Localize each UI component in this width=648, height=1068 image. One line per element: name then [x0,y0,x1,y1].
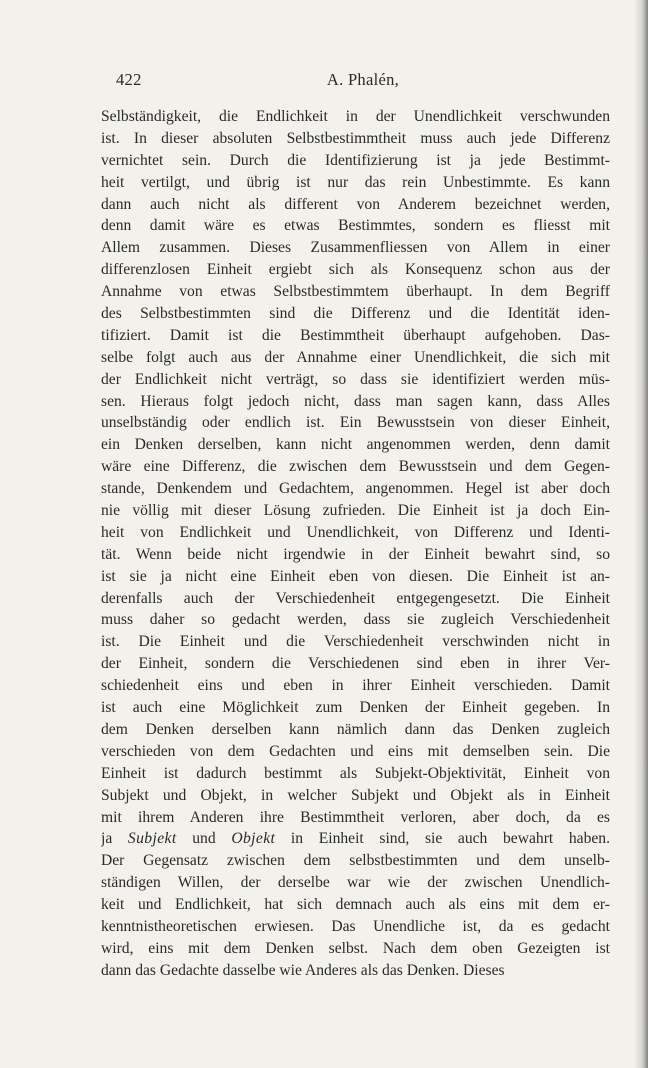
page-number: 422 [116,70,142,89]
text-line [101,150,610,172]
text-line [101,434,610,456]
text-segment: ist sie ja nicht eine Einheit eben von diesen. Die Einheit ist an- [101,567,610,585]
text-line [101,741,610,763]
text-segment: unselbständig oder endlich ist. Ein Bewusstsein von dieser Einheit, [101,414,610,432]
text-line [101,631,610,653]
text-line [101,215,610,237]
text-segment: denn damit wäre es etwas Bestimmtes, sondern es fliesst mit [101,217,610,235]
text-segment: dann das Gedachte dasselbe wie Anderes als das Denken. Dieses [101,961,505,979]
body-text [101,106,610,982]
text-line [101,588,610,610]
text-line [101,544,610,566]
text-line [101,347,610,369]
text-segment: des Selbstbestimmten sind die Differenz und die Identität iden- [101,305,610,323]
page-edge-shadow [634,0,648,1068]
text-segment: und [176,830,232,848]
text-line [101,281,610,303]
text-line [101,609,610,631]
text-line [101,872,610,894]
emphasized-text: Subjekt [127,830,177,848]
text-segment: Der Gegensatz zwischen dem selbstbestimmten und dem unselb- [101,852,610,870]
text-segment: Einheit ist dadurch bestimmt als Subjekt-Objektivität, Einheit von [101,764,610,782]
text-segment: dem Denken derselben kann nämlich dann das Denken zugleich [101,720,610,738]
text-segment: Subjekt und Objekt, in welcher Subjekt und Objekt als in Einheit [101,786,610,804]
text-segment: schiedenheit eins und eben in ihrer Einheit verschieden. Damit [101,677,610,695]
text-line [101,763,610,785]
text-line [101,259,610,281]
text-segment: nie völlig mit dieser Lösung zufrieden. Die Einheit ist ja doch Ein- [101,502,610,520]
text-line [101,194,610,216]
text-segment: der Endlichkeit nicht verträgt, so dass sie identifiziert werden müs- [101,370,610,388]
text-segment: heit vertilgt, und übrig ist nur das rein Unbestimmte. Es kann [101,173,610,191]
text-segment: ist. In dieser absoluten Selbstbestimmtheit muss auch jede Differenz [101,129,610,147]
text-segment: der Einheit, sondern die Verschiedenen sind eben in ihrer Ver- [101,655,610,673]
text-line [101,850,610,872]
text-line [101,938,610,960]
text-segment: ein Denken derselben, kann nicht angenommen werden, denn damit [101,436,610,454]
text-segment: keit und Endlichkeit, hat sich demnach auch als eins mit dem er- [101,896,610,914]
text-line [101,478,610,500]
text-segment: verschieden von dem Gedachten und eins mit demselben sein. Die [101,742,610,760]
text-segment: ja [101,830,128,848]
text-segment: Selbständigkeit, die Endlichkeit in der Unendlichkeit verschwunden [101,108,610,125]
text-segment: differenzlosen Einheit ergiebt sich als Konsequenz schon aus der [101,261,610,279]
text-segment: Allem zusammen. Dieses Zusammenfliessen von Allem in einer [101,239,610,257]
text-line [101,522,610,544]
text-line [101,412,610,434]
text-line [101,128,610,150]
text-line [101,675,610,697]
text-line [101,303,610,325]
text-segment: vernichtet sein. Durch die Identifizierung ist ja jede Bestimmt- [101,151,610,169]
text-line [101,828,610,850]
text-segment: kenntnistheoretischen erwiesen. Das Unendliche ist, da es gedacht [101,917,610,935]
text-segment: muss daher so gedacht werden, dass sie zugleich Verschiedenheit [101,611,610,629]
text-segment: selbe folgt auch aus der Annahme einer Unendlichkeit, die sich mit [101,348,610,366]
text-segment: in Einheit sind, sie auch bewahrt haben. [275,830,610,848]
text-line [101,807,610,829]
text-line [101,785,610,807]
text-segment: Annahme von etwas Selbstbestimmtem überhaupt. In dem Begriff [101,283,610,301]
page-header [116,70,610,92]
text-line [101,960,610,982]
text-line [101,916,610,938]
text-line [101,106,610,128]
text-line [101,325,610,347]
text-line [101,172,610,194]
text-segment: wird, eins mit dem Denken selbst. Nach dem oben Gezeigten ist [101,939,610,957]
text-line [101,697,610,719]
text-segment: stande, Denkendem und Gedachtem, angenommen. Hegel ist aber doch [101,480,610,498]
text-line [101,894,610,916]
text-segment: sen. Hieraus folgt jedoch nicht, dass man sagen kann, dass Alles [101,392,610,410]
text-line [101,456,610,478]
text-line [101,653,610,675]
text-segment: tät. Wenn beide nicht irgendwie in der Einheit bewahrt sind, so [101,545,610,563]
text-line [101,237,610,259]
text-segment: derenfalls auch der Verschiedenheit entgegengesetzt. Die Einheit [101,589,610,607]
text-segment: heit von Endlichkeit und Unendlichkeit, von Differenz und Identi- [101,523,610,541]
text-segment: ist auch eine Möglichkeit zum Denken der Einheit gegeben. In [101,699,610,717]
running-head: A. Phalén, [326,70,400,89]
text-segment: mit ihrem Anderen ihre Bestimmtheit verloren, aber doch, da es [101,808,610,826]
text-segment: tifiziert. Damit ist die Bestimmtheit überhaupt aufgehoben. Das- [101,326,610,344]
text-line [101,500,610,522]
text-segment: ist. Die Einheit und die Verschiedenheit verschwinden nicht in [101,633,610,651]
emphasized-text: Objekt [231,830,276,848]
text-segment: wäre eine Differenz, die zwischen dem Bewusstsein und dem Gegen- [101,458,610,476]
text-line [101,566,610,588]
text-line [101,719,610,741]
text-segment: ständigen Willen, der derselbe war wie der zwischen Unendlich- [101,874,610,892]
text-line [101,369,610,391]
text-segment: dann auch nicht als different von Anderem bezeichnet werden, [101,195,610,213]
text-line [101,391,610,413]
